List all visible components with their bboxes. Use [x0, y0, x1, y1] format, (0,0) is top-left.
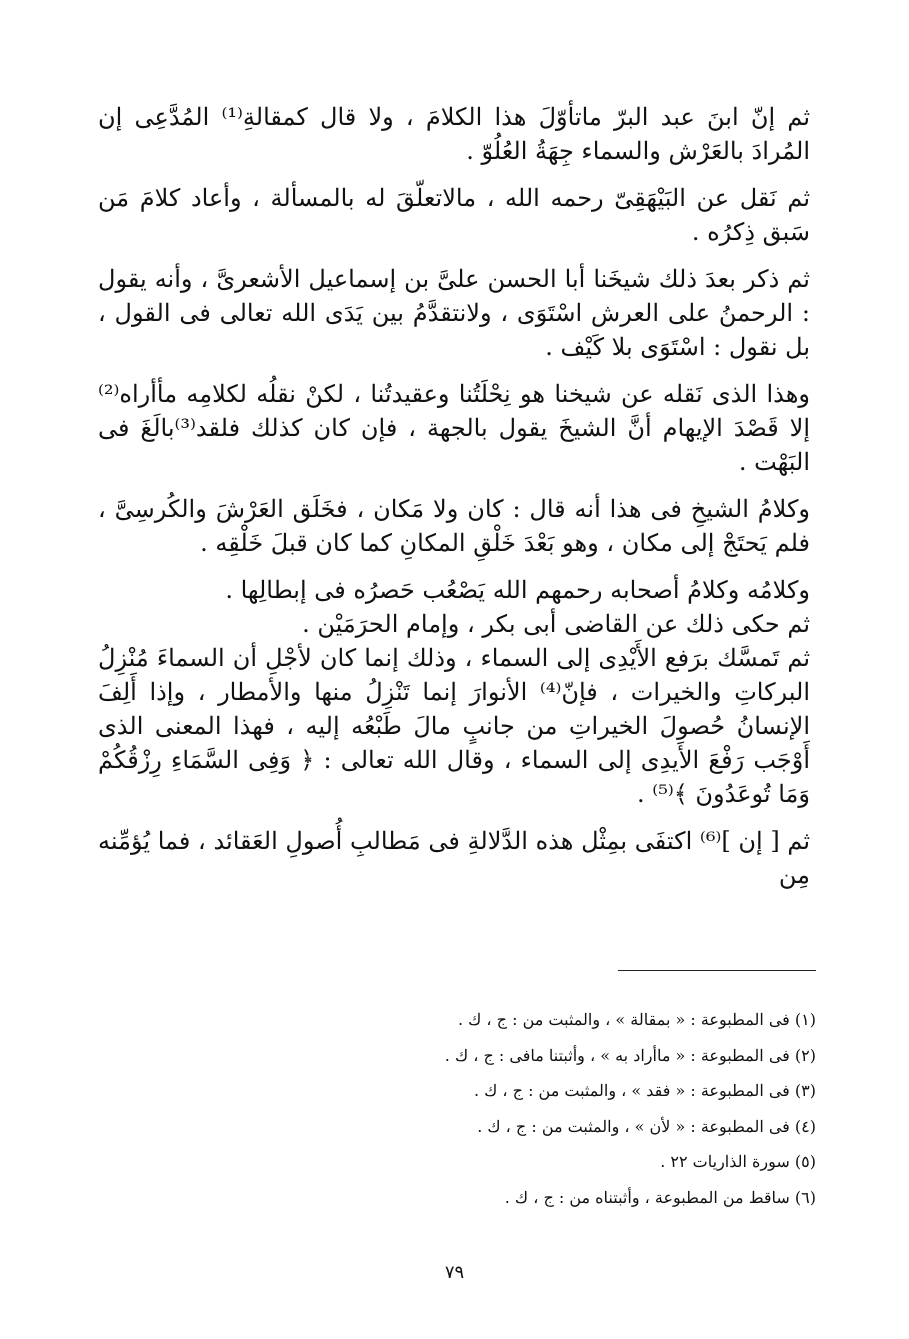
footnote-separator — [618, 970, 816, 971]
paragraph-9: ثم [ إن ]⁽⁶⁾ اكتفَى بمِثْل هذه الدَّلالةِ فى مَطالبِ أُصولِ العَقائد ، فما يُؤمِّنه مِن — [98, 827, 811, 889]
footnote-1: (١) فى المطبوعة : « بمقالة » ، والمثبت من : ج ، ك . — [457, 1010, 816, 1029]
footnote-5: (٥) سورة الذاريات ٢٢ . — [660, 1152, 816, 1171]
page-number: ٧٩ — [444, 1262, 465, 1283]
footnotes — [98, 1002, 816, 1215]
footnote-4: (٤) فى المطبوعة : « لأن » ، والمثبت من : ج ، ك . — [477, 1116, 816, 1136]
paragraph-1: ثم إنّ ابنَ عبد البرّ ماتأوّلَ هذا الكلامَ ، ولا قال كمقالةِ⁽¹⁾ المُدَّعِى إن المُرادَ بالعَرْش والسماء جِهَةُ العُلُوّ . — [98, 103, 810, 165]
paragraph-2: ثم نَقل عن البَيْهَقِىّ رحمه الله ، مالاتعلّقَ له بالمسألة ، وأعاد كلامَ مَن سَبق ذِكرُه . — [98, 184, 810, 246]
footnote-3: (٣) فى المطبوعة : « فقد » ، والمثبت من : ج ، ك . — [473, 1081, 816, 1100]
paragraph-3: ثم ذكر بعدَ ذلك شيخَنا أبا الحسن علىَّ بن إسماعيل الأشعرىَّ ، وأنه يقول : الرحمنُ على العرش اسْتَوَى ، ولانتقدَّمُ بين يَدَى الله تعالى فى القول ، بل نقول : اسْتَوَى بلا كَيْف . — [98, 265, 810, 361]
main-text — [98, 100, 810, 892]
paragraph-6: وكلامُه وكلامُ أصحابه رحمهم الله يَصْعُب حَصرُه فى إبطالِها . — [225, 576, 810, 604]
footnote-6: (٦) ساقط من المطبوعة ، وأثبتناه من : ج ، ك . — [504, 1187, 816, 1207]
footnote-2: (٢) فى المطبوعة : « ماأراد به » ، وأثبتنا مافى : ج ، ك . — [444, 1045, 816, 1065]
paragraph-8: ثم تَمسَّك برَفع الأَيْدِى إلى السماء ، وذلك إنما كان لأجْلِ أن السماءَ مُنْزِلُ البركاتِ والخيرات ، فإنّ⁽⁴⁾ الأنوارَ إنما تَنْزِلُ منها والأمطار ، وإذا أَلِفَ الإنسانُ حُصولَ الخيراتِ من جانبٍ مالَ طَبْعُه إليه ، فهذا المعنى الذى أَوْجَب رَفْعَ الأَيدِى إلى السماء ، وقال الله تعالى : ﴿ وَفِى السَّمَاءِ رِزْقُكُمْ وَمَا تُوعَدُونَ ﴾⁽⁵⁾ . — [98, 644, 810, 808]
paragraph-7: ثم حكى ذلك عن القاضى أبى بكر ، وإمام الحرَمَيْن . — [302, 610, 810, 638]
paragraph-4: وهذا الذى نَقله عن شيخنا هو نِحْلَتُنا وعقيدتُنا ، لكنْ نقلُه لكلامِه مأأراه⁽²⁾ إلا قَصْدَ الإيهام أنَّ الشيخَ يقول بالجهة ، فإن كان كذلك فلقد⁽³⁾بالَغَ فى البَهْت . — [98, 380, 810, 476]
paragraph-5: وكلامُ الشيخِ فى هذا أنه قال : كان ولا مَكان ، فخَلَق العَرْشَ والكُرسِىَّ ، فلم يَحتَجْ إلى مكان ، وهو بَعْدَ خَلْقِ المكانِ كما كان قبلَ خَلْقِه . — [98, 495, 810, 557]
